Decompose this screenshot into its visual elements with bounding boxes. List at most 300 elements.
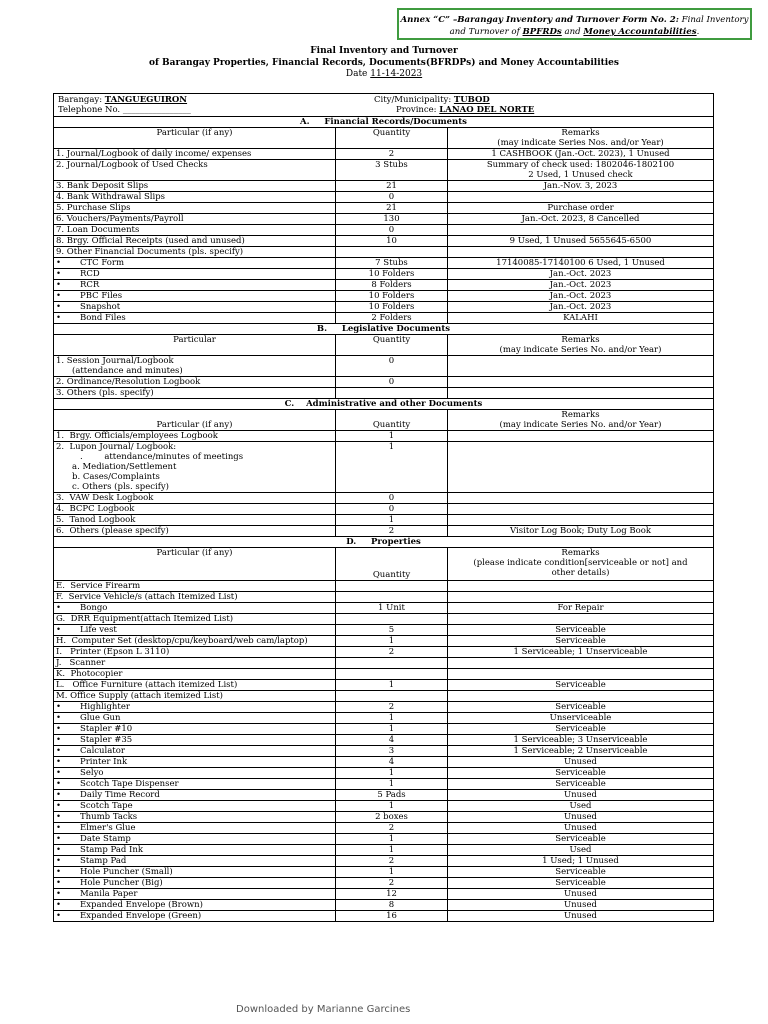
section-b-quantity: 0 xyxy=(336,356,448,377)
section-d-sub-quantity: 1 xyxy=(336,801,448,812)
section-d-sub-particular: • Scotch Tape xyxy=(54,801,336,812)
section-a-quantity: 21 xyxy=(336,181,448,192)
section-d-sub-quantity: 2 xyxy=(336,878,448,889)
section-a-remarks-text: Summary of check used: 1802046-1802100 xyxy=(486,160,675,170)
section-a-remarks xyxy=(448,214,714,225)
section-d-sub-row xyxy=(54,856,714,867)
section-d-particular: H. Computer Set (desktop/cpu/keyboard/web cam/laptop) xyxy=(54,636,336,647)
section-d-sub-row xyxy=(54,889,714,900)
section-d-remarks-line: Remarks xyxy=(561,548,600,558)
section-d-remarks xyxy=(448,647,714,658)
section-a-remarks-text: Purchase order xyxy=(547,203,614,213)
section-a-remarks xyxy=(448,247,714,258)
section-d-sub-quantity: 12 xyxy=(336,889,448,900)
section-a-sub-remarks xyxy=(448,291,714,302)
section-d-sub-remarks-text: Unused xyxy=(564,900,597,910)
section-a-sub-particular: • Bond Files xyxy=(54,313,336,324)
section-d-sub-remarks xyxy=(448,768,714,779)
section-d-row xyxy=(54,581,714,592)
section-a-remarks-text: Jan.-Nov. 3, 2023 xyxy=(543,181,618,191)
section-d-sub-quantity: 2 xyxy=(336,856,448,867)
section-a-sub-row xyxy=(54,302,714,313)
section-d-sub-quantity: 1 xyxy=(336,845,448,856)
section-d-sub-particular: • Stapler #35 xyxy=(54,735,336,746)
section-d-sub-row xyxy=(54,702,714,713)
section-a-remarks-text: 1 CASHBOOK (Jan.-Oct. 2023), 1 Unused xyxy=(491,149,670,159)
section-d-sub-row xyxy=(54,823,714,834)
section-a-row xyxy=(54,181,714,192)
section-a-quantity: 3 Stubs xyxy=(336,160,448,181)
annex-mid: Final Inventory and Turnover of xyxy=(449,15,749,37)
section-d-quantity: 1 xyxy=(336,680,448,691)
section-b-row xyxy=(54,388,714,399)
section-a-particular: 3. Bank Deposit Slips xyxy=(54,181,336,192)
section-d-particular: M. Office Supply (attach itemized List) xyxy=(54,691,336,702)
section-a-quantity: 130 xyxy=(336,214,448,225)
section-c-remarks xyxy=(448,431,714,442)
doc-title xyxy=(0,46,768,81)
section-d-quantity xyxy=(336,658,448,669)
section-d-quantity xyxy=(336,592,448,603)
lupon-journal xyxy=(54,442,336,493)
telephone-field xyxy=(58,105,396,115)
section-d-row xyxy=(54,691,714,702)
section-d-sub-remarks-text: Unserviceable xyxy=(549,713,612,723)
section-d-sub-remarks xyxy=(448,735,714,746)
section-d-sub-row xyxy=(54,713,714,724)
section-d-sub-remarks-text: Unused xyxy=(564,911,597,921)
section-d-sub-particular: • Stamp Pad Ink xyxy=(54,845,336,856)
section-d-particular: I. Printer (Epson L 3110) xyxy=(54,647,336,658)
section-c-remarks-text: Visitor Log Book; Duty Log Book xyxy=(510,526,651,536)
section-d-sub-quantity: 4 xyxy=(336,735,448,746)
section-d-sub-particular: • Scotch Tape Dispenser xyxy=(54,779,336,790)
section-a-sub-quantity: 10 Folders xyxy=(336,302,448,313)
section-d-quantity xyxy=(336,669,448,680)
section-d-remarks xyxy=(448,669,714,680)
section-a-sub-remarks-text: 17140085-17140100 6 Used, 1 Unused xyxy=(496,258,665,268)
section-d-remarks xyxy=(448,592,714,603)
province-value: LANAO DEL NORTE xyxy=(439,105,535,115)
section-d-sub-quantity: 1 xyxy=(336,768,448,779)
section-a-sub-quantity: 7 Stubs xyxy=(336,258,448,269)
section-a-particular: 6. Vouchers/Payments/Payroll xyxy=(54,214,336,225)
section-d-remarks xyxy=(448,636,714,647)
section-c-row xyxy=(54,431,714,442)
section-a-row xyxy=(54,225,714,236)
telephone-label: Telephone No. xyxy=(58,105,123,115)
section-d-sub-remarks-text: Serviceable xyxy=(555,702,606,712)
section-d-row xyxy=(54,614,714,625)
section-d-sub-particular: • Hole Puncher (Small) xyxy=(54,867,336,878)
section-d-row xyxy=(54,592,714,603)
section-b-row xyxy=(54,377,714,388)
barangay-label: Barangay: xyxy=(58,95,105,105)
section-a-sub-quantity: 2 Folders xyxy=(336,313,448,324)
download-watermark: Downloaded by Marianne Garcines xyxy=(236,1004,411,1015)
session-journal-sub: (attendance and minutes) xyxy=(72,366,183,376)
section-b-remarks xyxy=(448,388,714,399)
section-d-sub-remarks-text: Serviceable xyxy=(555,779,606,789)
section-d-sub-quantity: 3 xyxy=(336,746,448,757)
section-d-remarks-line: (please indicate condition[serviceable or not] and xyxy=(473,558,688,568)
section-d-sub-quantity: 16 xyxy=(336,911,448,922)
section-d-particular: E. Service Firearm xyxy=(54,581,336,592)
barangay-field xyxy=(58,95,374,105)
section-d-col-remarks xyxy=(448,548,714,581)
section-c-remarks-line: Remarks xyxy=(561,410,600,420)
section-a-sub-remarks-text: Jan.-Oct. 2023 xyxy=(549,269,612,279)
section-c-particular: 3. VAW Desk Logbook xyxy=(54,493,336,504)
info-row xyxy=(54,94,714,117)
section-a-row xyxy=(54,214,714,225)
section-d-sub-particular: • Hole Puncher (Big) xyxy=(54,878,336,889)
section-c-quantity: 2 xyxy=(336,526,448,537)
section-a-sub-remarks-text: Jan.-Oct. 2023 xyxy=(549,280,612,290)
section-b xyxy=(54,324,714,335)
section-c-remarks xyxy=(448,442,714,493)
section-d-sub-remarks-text: Serviceable xyxy=(555,834,606,844)
section-d-header-row xyxy=(54,548,714,581)
info-line1 xyxy=(58,95,709,105)
section-d-sub-remarks-text: Unused xyxy=(564,790,597,800)
annex-money: Money Accountabilities xyxy=(583,27,697,37)
section-d-remarks xyxy=(448,680,714,691)
section-d-sub-quantity: 2 xyxy=(336,702,448,713)
section-d-remarks xyxy=(448,581,714,592)
annex-prefix: Annex “C” –Barangay Inventory and Turnover Form No. 2: xyxy=(400,15,679,25)
section-a-row xyxy=(54,160,714,181)
section-d-quantity: 1 xyxy=(336,636,448,647)
section-d-sub-remarks-text: Unused xyxy=(564,757,597,767)
section-d-sub-quantity: 1 xyxy=(336,867,448,878)
section-b-col-quantity: Quantity xyxy=(336,335,448,356)
barangay-value: TANGUEGUIRON xyxy=(104,95,188,105)
section-a-particular: 5. Purchase Slips xyxy=(54,203,336,214)
date-label: Date xyxy=(345,69,371,79)
section-d-remarks xyxy=(448,691,714,702)
section-a-sub-row xyxy=(54,258,714,269)
section-a-sub-quantity: 8 Folders xyxy=(336,280,448,291)
section-d-sub-remarks xyxy=(448,702,714,713)
section-d-row xyxy=(54,658,714,669)
section-a-sub-quantity: 10 Folders xyxy=(336,291,448,302)
section-a-remarks xyxy=(448,149,714,160)
section-c-row xyxy=(54,493,714,504)
section-d-sub-remarks-text: Serviceable xyxy=(555,768,606,778)
section-a-header-row xyxy=(54,128,714,149)
section-d-sub-remarks xyxy=(448,900,714,911)
section-a-title: A. Financial Records/Documents xyxy=(54,117,714,128)
section-a-particular: 7. Loan Documents xyxy=(54,225,336,236)
section-d-sub-quantity: 4 xyxy=(336,757,448,768)
section-c-quantity: 1 xyxy=(336,431,448,442)
section-a-sub-particular: • RCR xyxy=(54,280,336,291)
section-c-particular: 5. Tanod Logbook xyxy=(54,515,336,526)
section-d-particular: G. DRR Equipment(attach Itemized List) xyxy=(54,614,336,625)
section-d-row xyxy=(54,680,714,691)
session-journal xyxy=(54,356,336,377)
section-a-sub-remarks-text: Jan.-Oct. 2023 xyxy=(549,291,612,301)
section-d-sub-quantity: 1 xyxy=(336,713,448,724)
section-a-remarks-line: Remarks xyxy=(561,128,600,138)
section-d-title: D. Properties xyxy=(54,537,714,548)
section-d-sub-quantity: 8 xyxy=(336,900,448,911)
section-d-sub-remarks xyxy=(448,911,714,922)
section-c-row xyxy=(54,526,714,537)
section-a-sub-particular: • PBC Files xyxy=(54,291,336,302)
section-d-sub-particular: • Highlighter xyxy=(54,702,336,713)
section-d-sub-remarks xyxy=(448,845,714,856)
section-b-remarks xyxy=(448,377,714,388)
section-a-col-remarks xyxy=(448,128,714,149)
section-a-remarks-text: Jan.-Oct. 2023, 8 Cancelled xyxy=(521,214,640,224)
section-d-sub-remarks-text: Unused xyxy=(564,823,597,833)
province-label: Province: xyxy=(396,105,440,115)
section-c-col-quantity: Quantity xyxy=(336,410,448,431)
section-d xyxy=(54,537,714,548)
section-d-sub-remarks xyxy=(448,603,714,614)
city-field xyxy=(374,95,490,105)
section-d-remarks xyxy=(448,614,714,625)
section-a-remarks xyxy=(448,181,714,192)
info-line2 xyxy=(58,105,709,115)
section-a-remarks-text: 9 Used, 1 Unused 5655645-6500 xyxy=(509,236,652,246)
section-d-sub-remarks xyxy=(448,823,714,834)
section-b-col-remarks xyxy=(448,335,714,356)
section-c-remarks xyxy=(448,493,714,504)
section-d-particular: F. Service Vehicle/s (attach Itemized List) xyxy=(54,592,336,603)
section-a-row xyxy=(54,192,714,203)
section-a xyxy=(54,117,714,128)
section-d-sub-remarks-text: 1 Serviceable; 3 Unserviceable xyxy=(513,735,648,745)
section-d-row xyxy=(54,647,714,658)
section-c-header-row xyxy=(54,410,714,431)
section-d-particular: L. Office Furniture (attach itemized List) xyxy=(54,680,336,691)
section-d-col-particular: Particular (if any) xyxy=(54,548,336,581)
section-a-sub-particular: • CTC Form xyxy=(54,258,336,269)
section-c-remarks xyxy=(448,504,714,515)
section-d-col-quantity: Quantity xyxy=(336,548,448,581)
section-c-row xyxy=(54,515,714,526)
section-d-remarks-text: 1 Serviceable; 1 Unserviceable xyxy=(513,647,648,657)
section-d-sub-row xyxy=(54,779,714,790)
section-d-quantity xyxy=(336,614,448,625)
section-d-sub-remarks xyxy=(448,790,714,801)
section-d-sub-remarks xyxy=(448,834,714,845)
section-d-sub-remarks-text: 1 Used; 1 Unused xyxy=(542,856,619,866)
section-a-sub-remarks xyxy=(448,258,714,269)
title-line2: of Barangay Properties, Financial Records, Documents(BFRDPs) and Money Accountabilities xyxy=(149,57,619,68)
section-a-col-quantity: Quantity xyxy=(336,128,448,149)
section-b-remarks-line: (may indicate Series No. and/or Year) xyxy=(499,345,662,355)
annex-bfrds: BPFRDs xyxy=(522,27,562,37)
section-d-sub-remarks-text: Used xyxy=(569,845,592,855)
section-c-title: C. Administrative and other Documents xyxy=(54,399,714,410)
section-d-sub-quantity: 1 xyxy=(336,724,448,735)
section-a-sub-remarks-text: Jan.-Oct. 2023 xyxy=(549,302,612,312)
inventory-body xyxy=(54,94,714,922)
section-d-sub-row xyxy=(54,834,714,845)
section-d-sub-remarks xyxy=(448,713,714,724)
section-d-sub-remarks-text: Unused xyxy=(564,812,597,822)
section-d-sub-remarks xyxy=(448,856,714,867)
section-a-col-particular: Particular (if any) xyxy=(54,128,336,149)
section-b-row xyxy=(54,356,714,377)
section-d-row xyxy=(54,636,714,647)
section-d-sub-quantity: 5 Pads xyxy=(336,790,448,801)
section-a-quantity xyxy=(336,247,448,258)
section-d-sub-particular: • Stapler #10 xyxy=(54,724,336,735)
section-d-sub-particular: • Thumb Tacks xyxy=(54,812,336,823)
section-d-quantity: 2 xyxy=(336,647,448,658)
section-d-sub-remarks xyxy=(448,801,714,812)
section-a-quantity: 21 xyxy=(336,203,448,214)
section-d-particular: J. Scanner xyxy=(54,658,336,669)
section-a-particular: 8. Brgy. Official Receipts (used and unused) xyxy=(54,236,336,247)
section-d-sub-quantity: 2 boxes xyxy=(336,812,448,823)
section-d-sub-particular: • Life vest xyxy=(54,625,336,636)
section-a-sub-remarks-text: KALAHI xyxy=(563,313,598,323)
section-c-remarks xyxy=(448,515,714,526)
section-d-sub-quantity: 5 xyxy=(336,625,448,636)
title-line1: Final Inventory and Turnover xyxy=(310,46,458,56)
section-d-sub-row xyxy=(54,878,714,889)
section-a-particular: 4. Bank Withdrawal Slips xyxy=(54,192,336,203)
section-b-title: B. Legislative Documents xyxy=(54,324,714,335)
section-c xyxy=(54,399,714,410)
section-d-sub-remarks-text: Used xyxy=(569,801,592,811)
section-d-sub-row xyxy=(54,603,714,614)
ordinance-logbook: 2. Ordinance/Resolution Logbook xyxy=(54,377,336,388)
section-c-remarks-line: (may indicate Series No. and/or Year) xyxy=(499,420,662,430)
section-d-sub-remarks xyxy=(448,812,714,823)
annex-end: . xyxy=(696,27,700,37)
section-a-quantity: 0 xyxy=(336,192,448,203)
section-a-sub-particular: • Snapshot xyxy=(54,302,336,313)
section-c-row xyxy=(54,442,714,493)
section-a-remarks-text2: 2 Used, 1 Unused check xyxy=(528,170,633,180)
section-d-sub-row xyxy=(54,768,714,779)
section-a-quantity: 10 xyxy=(336,236,448,247)
section-b-header-row xyxy=(54,335,714,356)
section-c-quantity: 0 xyxy=(336,493,448,504)
section-d-sub-row xyxy=(54,724,714,735)
section-d-sub-remarks-text: Serviceable xyxy=(555,625,606,635)
section-d-sub-remarks-text: Serviceable xyxy=(555,878,606,888)
section-c-quantity: 1 xyxy=(336,442,448,493)
section-d-sub-row xyxy=(54,625,714,636)
date-value: 11-14-2023 xyxy=(370,69,423,79)
section-d-sub-row xyxy=(54,757,714,768)
section-a-remarks xyxy=(448,160,714,181)
section-d-sub-particular: • Expanded Envelope (Green) xyxy=(54,911,336,922)
section-d-row xyxy=(54,669,714,680)
section-a-sub-particular: • RCD xyxy=(54,269,336,280)
section-d-sub-remarks xyxy=(448,746,714,757)
section-a-sub-row xyxy=(54,280,714,291)
section-d-sub-row xyxy=(54,900,714,911)
section-d-sub-particular: • Daily Time Record xyxy=(54,790,336,801)
section-c-quantity: 1 xyxy=(336,515,448,526)
annex-box xyxy=(397,8,752,40)
section-d-sub-particular: • Printer Ink xyxy=(54,757,336,768)
section-a-particular: 1. Journal/Logbook of daily income/ expenses xyxy=(54,149,336,160)
section-d-sub-remarks xyxy=(448,757,714,768)
section-d-sub-remarks xyxy=(448,889,714,900)
section-d-sub-remarks-text: 1 Serviceable; 2 Unserviceable xyxy=(513,746,648,756)
section-b-quantity: 0 xyxy=(336,377,448,388)
section-c-particular: 6. Others (please specify) xyxy=(54,526,336,537)
section-c-remarks xyxy=(448,526,714,537)
section-d-sub-row xyxy=(54,790,714,801)
section-a-quantity: 2 xyxy=(336,149,448,160)
section-d-sub-particular: • Selyo xyxy=(54,768,336,779)
section-d-sub-particular: • Expanded Envelope (Brown) xyxy=(54,900,336,911)
section-a-remarks xyxy=(448,225,714,236)
section-d-sub-remarks-text: Unused xyxy=(564,889,597,899)
section-a-sub-row xyxy=(54,313,714,324)
section-d-sub-remarks-text: Serviceable xyxy=(555,724,606,734)
lupon-sub-item: b. Cases/Complaints xyxy=(72,472,160,482)
section-a-quantity: 0 xyxy=(336,225,448,236)
section-a-sub-remarks xyxy=(448,280,714,291)
city-value: TUBOD xyxy=(453,95,490,105)
section-d-sub-quantity: 1 xyxy=(336,779,448,790)
section-d-sub-particular: • Calculator xyxy=(54,746,336,757)
section-d-sub-remarks-text: Serviceable xyxy=(555,867,606,877)
section-d-sub-remarks xyxy=(448,867,714,878)
section-d-sub-row xyxy=(54,735,714,746)
section-c-quantity: 0 xyxy=(336,504,448,515)
section-d-remarks xyxy=(448,658,714,669)
telephone-blank: ________________ xyxy=(122,105,191,115)
section-a-remarks xyxy=(448,236,714,247)
section-a-row xyxy=(54,149,714,160)
officials-logbook: 1. Brgy. Officials/employees Logbook xyxy=(54,431,336,442)
info-cell xyxy=(54,94,714,117)
section-d-sub-row xyxy=(54,867,714,878)
section-a-sub-row xyxy=(54,291,714,302)
section-d-sub-row xyxy=(54,801,714,812)
province-field xyxy=(396,105,534,115)
section-a-sub-row xyxy=(54,269,714,280)
section-a-sub-quantity: 10 Folders xyxy=(336,269,448,280)
section-c-col-particular: Particular (if any) xyxy=(54,410,336,431)
section-d-quantity xyxy=(336,691,448,702)
section-d-sub-row xyxy=(54,812,714,823)
section-d-sub-remarks xyxy=(448,779,714,790)
date-line xyxy=(0,69,768,81)
section-d-sub-row xyxy=(54,845,714,856)
section-a-particular: 2. Journal/Logbook of Used Checks xyxy=(54,160,336,181)
section-d-remarks-text: Serviceable xyxy=(555,680,606,690)
section-b-col-particular: Particular xyxy=(54,335,336,356)
section-a-row xyxy=(54,203,714,214)
section-a-particular: 9. Other Financial Documents (pls. specify) xyxy=(54,247,336,258)
section-d-particular: K. Photocopier xyxy=(54,669,336,680)
section-d-sub-remarks-text: For Repair xyxy=(557,603,604,613)
section-d-remarks-line: other details) xyxy=(551,568,610,578)
section-d-sub-particular: • Bongo xyxy=(54,603,336,614)
section-d-sub-row xyxy=(54,746,714,757)
section-d-sub-remarks xyxy=(448,724,714,735)
annex-and: and xyxy=(561,27,584,37)
section-d-sub-particular: • Stamp Pad xyxy=(54,856,336,867)
session-journal-label: 1. Session Journal/Logbook xyxy=(56,356,174,366)
section-a-sub-remarks xyxy=(448,302,714,313)
section-d-sub-particular: • Glue Gun xyxy=(54,713,336,724)
